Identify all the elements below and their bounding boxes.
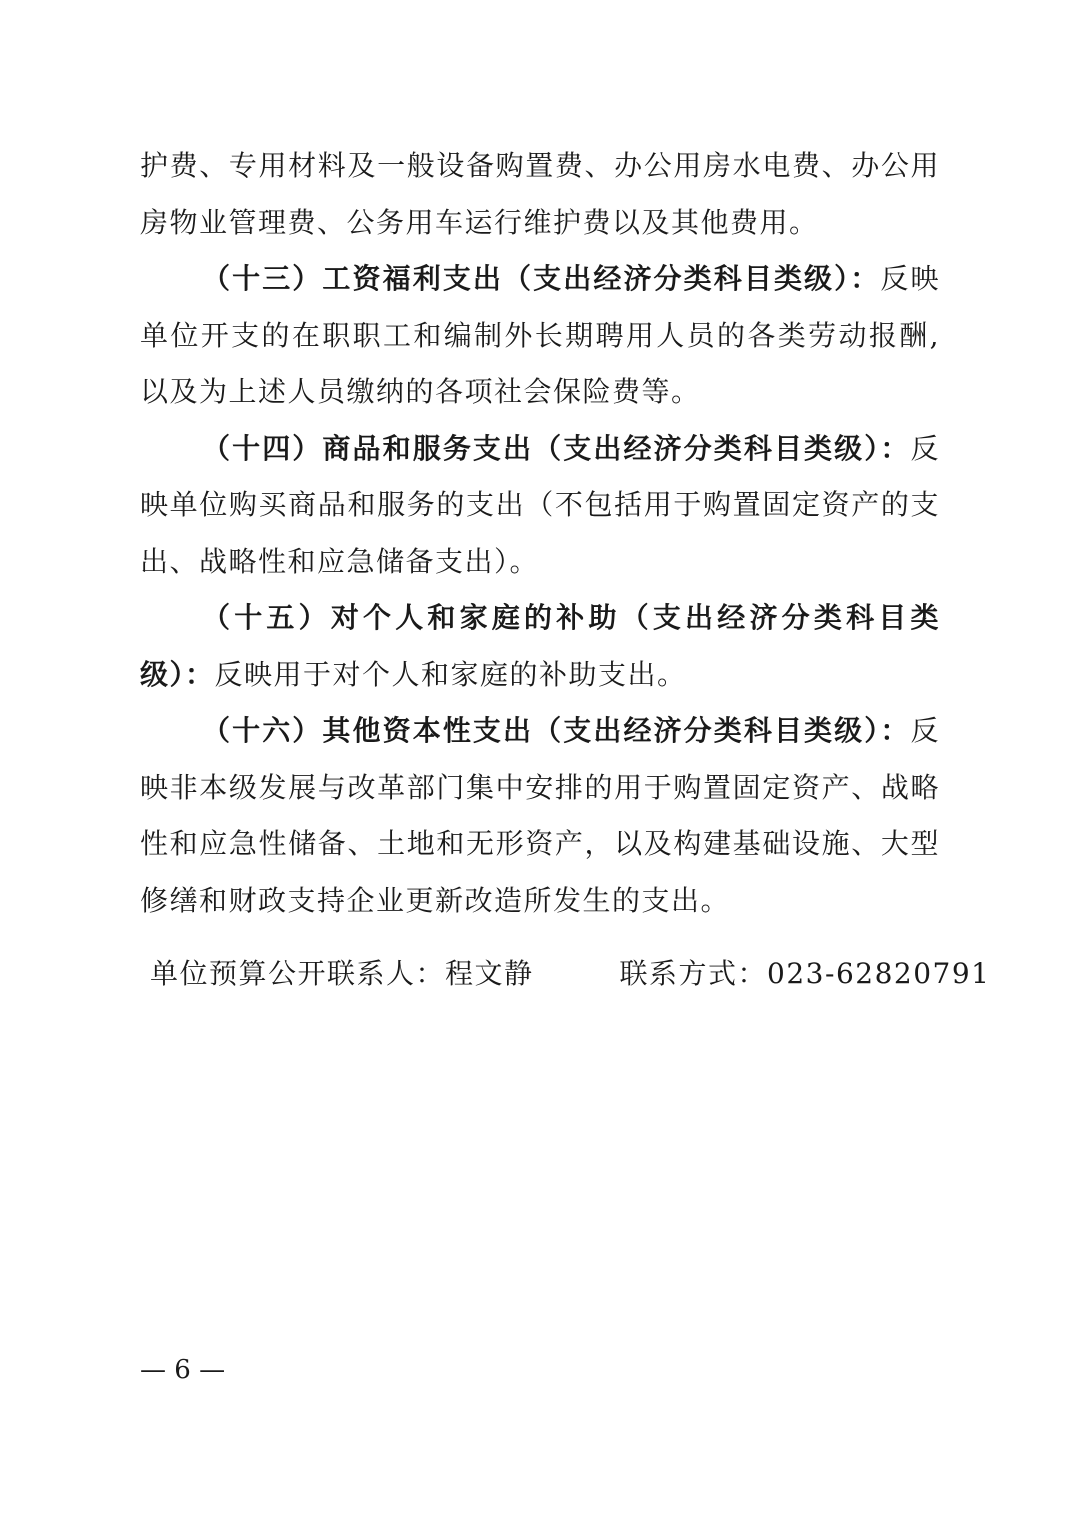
page-number: — 6 — bbox=[140, 1355, 226, 1385]
paragraph-text: 反映非本级发展与改革部门集中安排的用于购置固定资产、战略性和应急性储备、土地和无形资产，以及构建基础设施、大型修缮和财政支持企业更新改造所发生的支出。 bbox=[140, 714, 940, 917]
paragraph-continuation bbox=[140, 138, 940, 251]
paragraph-goods-services bbox=[140, 421, 940, 591]
paragraph-heading: （十五）对个人和家庭的补助（支出经济分类科目类级）： bbox=[140, 601, 940, 691]
paragraph-heading: （十四）商品和服务支出（支出经济分类科目类级）： bbox=[202, 431, 911, 465]
paragraph-other-capital bbox=[140, 703, 940, 929]
paragraph-wage-welfare bbox=[140, 251, 940, 421]
contact-person-label: 单位预算公开联系人： bbox=[150, 957, 446, 990]
paragraph-text: 反映单位购买商品和服务的支出（不包括用于购置固定资产的支出、战略性和应急储备支出）。 bbox=[140, 431, 940, 578]
document-body bbox=[140, 138, 940, 929]
paragraph-text: 反映单位开支的在职职工和编制外长期聘用人员的各类劳动报酬,以及为上述人员缴纳的各项社会保险费等。 bbox=[140, 262, 940, 408]
paragraph-heading: （十六）其他资本性支出（支出经济分类科目类级）： bbox=[202, 714, 911, 747]
paragraph-heading: （十三）工资福利支出（支出经济分类科目类级）： bbox=[202, 262, 881, 295]
paragraph-text: 护费、专用材料及一般设备购置费、办公用房水电费、办公用房物业管理费、公务用车运行维护费以及其他费用。 bbox=[140, 149, 940, 239]
contact-person-name: 程文静 bbox=[445, 957, 534, 990]
paragraph-text: 反映用于对个人和家庭的补助支出。 bbox=[214, 657, 687, 691]
contact-info bbox=[150, 946, 991, 1002]
paragraph-household-subsidy bbox=[140, 590, 940, 703]
contact-phone: 023-62820791 bbox=[767, 957, 991, 990]
contact-method-label: 联系方式： bbox=[619, 957, 768, 990]
